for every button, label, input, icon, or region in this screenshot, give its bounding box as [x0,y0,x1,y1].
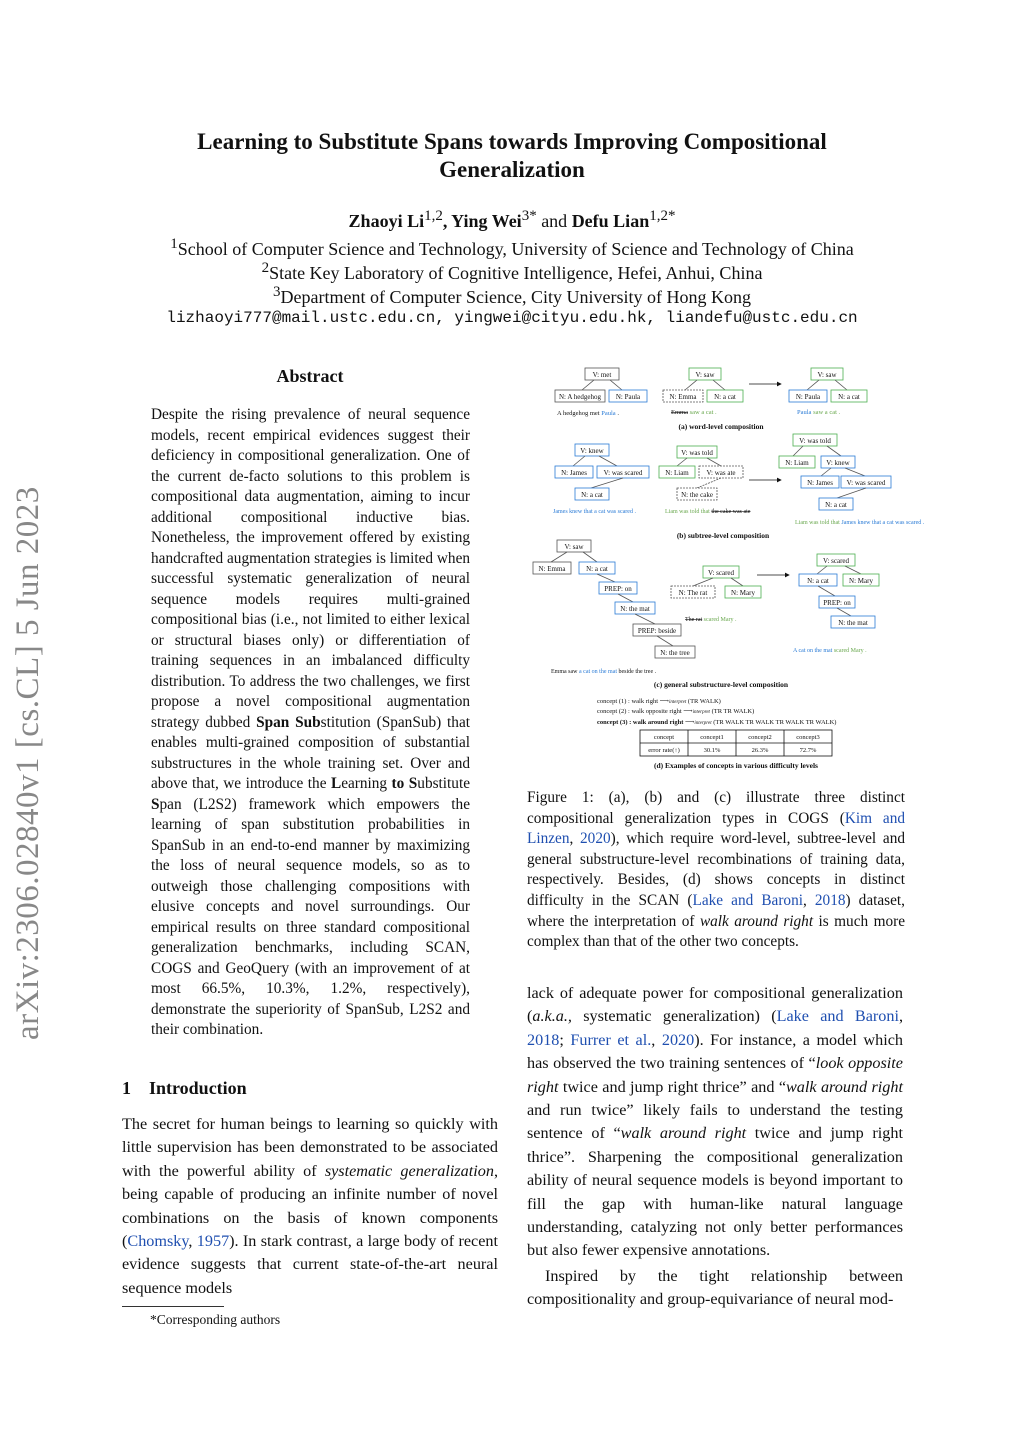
subcaption-c: (c) general substructure-level composition [653,680,789,689]
author-sup: 1,2 [424,208,443,224]
affiliation: $^1$School of Computer Science and Technology, University of Science and Technology of China [170,236,854,259]
svg-text:Liam was told that James knew: Liam was told that James knew that a cat was scared . [795,520,925,526]
svg-text:N: Liam: N: Liam [785,459,809,467]
svg-text:30.1%: 30.1% [703,747,721,754]
citation-link[interactable]: 2018 [527,1030,560,1049]
svg-text:N: A hedgehog: N: A hedgehog [559,393,601,401]
svg-text:N: a cat: N: a cat [714,393,736,401]
svg-text:N: Paula: N: Paula [795,393,821,401]
svg-text:N: Liam: N: Liam [665,469,689,477]
svg-text:V: met: V: met [592,371,612,379]
author-name: Defu Lian [571,211,650,231]
svg-text:N: Paula: N: Paula [615,393,641,401]
subcaption-b: (b) subtree-level composition [676,531,770,540]
svg-text:N: the cake: N: the cake [681,491,713,499]
intro-paragraph-continued: lack of adequate power for compositional generalization (a.k.a., systematic generalization) (Lake and Baroni, 2018; Furrer et al., 2020). For instance, a model which has observed the two training sentences of “look opposite right twice and jump right thrice” and “walk around right and run twice” likely fails to understand the testing sentence of “walk around right twice and jump right thrice”. Sharpening the compositional generalization ability of neural sequence models is beyond important to fill the gap with human-like natural language understanding, catalyzing not only better performances but also fewer expensive annotations. Inspired by the tight relationship between compositionality and group-equivariance of neural mod- [527,982,903,1312]
svg-text:V: was scared: V: was scared [846,479,886,487]
svg-text:Emma saw a cat .: Emma saw a cat . [671,409,717,416]
citation-link[interactable]: Lake and Baroni [776,1007,899,1026]
author-name: Zhaoyi Li [348,211,425,231]
tree-c2 [671,566,761,623]
svg-text:concept (3) : walk around righ: concept (3) : walk around right ⟶interpret (TR WALK TR WALK TR WALK TR WALK) [597,719,837,726]
citation-link[interactable]: 2020 [661,1030,695,1049]
svg-text:Liam was told that the cake wa: Liam was told that the cake was ate [665,509,751,515]
citation-link[interactable]: Chomsky [127,1232,189,1251]
intro-paragraph: The secret for human beings to learning so quickly with little supervision has been demonstrated to be associated with the powerful ability of systematic generalization, being capable of producing an infinite number of novel combinations on the basis of known components (Chomsky, 1957). In stark contrast, a large body of recent evidence suggests that current state-of-the-art neural sequence models [122,1115,499,1297]
footnote-rule [122,1306,224,1307]
citation-link[interactable]: 2020 [580,830,611,848]
author-list: Zhaoyi Li$^{1,2}$, Ying Wei$^{3*}$ and Defu Lian$^{1,2*}$ [348,208,676,231]
svg-text:V: saw: V: saw [695,371,715,379]
svg-text:concept (1) : walk right ⟶inte: concept (1) : walk right ⟶interpret (TR WALK) [597,698,721,705]
svg-text:N: a cat: N: a cat [586,565,608,573]
svg-text:Emma saw a cat on the mat besi: Emma saw a cat on the mat beside the tree . [551,669,657,675]
svg-text:concept2: concept2 [748,734,772,741]
svg-text:PREP: on: PREP: on [823,599,851,607]
citation-link[interactable]: Furrer et al. [570,1030,652,1049]
svg-text:26.3%: 26.3% [751,747,769,754]
svg-text:N: The rat: N: The rat [678,589,708,597]
citation-link[interactable]: 2018 [814,891,846,909]
citation-link[interactable]: Kim and Linzen [527,809,905,848]
svg-text:N: Emma: N: Emma [538,565,566,573]
figure-caption: Figure 1: (a), (b) and (c) illustrate three distinct compositional generalization types in COGS (Kim and Linzen, 2020), which require word-level, subtree-level and general substructure-level recombinations of training data, respectively. Besides, (d) shows concepts in distinct difficulty in the SCAN (Lake and Baroni, 2018) dataset, where the interpretation of walk around right is much more complex than that of the other two concepts. [527,789,905,951]
svg-text:V: knew: V: knew [826,459,850,467]
tree-c3 [793,554,879,654]
tree-b2 [659,446,751,515]
citation-link[interactable]: 1957 [196,1232,230,1251]
abstract-body: Despite the rising prevalence of neural sequence models, recent empirical evidences suggest their deficiency in compositional generalization. One of the current de-facto solutions to this problem is compositional data augmentation, aiming to incur additional compositional inductive bias. Nonetheless, the improvement offered by existing handcrafted augmentation strategies is limited when successful systematic generalization of neural sequence models requires multi-grained compositional bias (i.e., not limited to either lexical or structural biases only) or differentiation of training sequences in an imbalanced difficulty distribution. To address the two challenges, we first propose a novel compositional augmentation strategy dubbed Span Substitution (SpanSub) that enables multi-grained composition of substantial substructures in the whole training set. Over and above that, we introduce the Learning to Substitute Span (L2S2) framework which empowers the learning of span substitution probabilities in SpanSub in an end-to-end manner by maximizing the loss of neural sequence models, so as to outweigh those challenging compositions with elusive concepts and novel surroundings. Our empirical results on three standard compositional generalization benchmarks, including SCAN, COGS and GeoQuery (with an improvement of at most 66.5%, 10.3%, 1.2%, respectively), demonstrate the superiority of SpanSub, L2S2 and their combination. [151,406,471,1038]
tree-a1 [555,368,647,417]
email-list: lizhaoyi777@mail.ustc.edu.cn, yingwei@cityu.edu.hk, liandefu@ustc.edu.cn [166,309,858,327]
author-sup: 1,2* [649,208,676,224]
paper-title: Learning to Substitute Spans towards Improving Compositional Generalization [197,129,827,182]
svg-text:N: James: N: James [807,479,833,487]
svg-text:72.7%: 72.7% [799,747,817,754]
svg-text:N: Mary: N: Mary [849,577,873,585]
author-and: and [541,211,568,231]
author-name: Ying Wei [451,211,522,231]
svg-text:N: the mat: N: the mat [838,619,868,627]
svg-text:A cat on the mat scared Mary .: A cat on the mat scared Mary . [793,648,867,654]
svg-text:V: was told: V: was told [799,437,831,445]
tree-b3 [779,434,925,526]
svg-text:PREP: beside: PREP: beside [637,627,677,635]
difficulty-table [640,730,832,756]
svg-text:V: scared: V: scared [707,569,735,577]
tree-c1 [533,540,695,675]
tree-b1 [553,444,649,515]
svg-text:V: knew: V: knew [580,447,604,455]
subcaption-d: (d) Examples of concepts in various difficulty levels [654,761,818,770]
svg-text:V: was scared: V: was scared [603,469,643,477]
svg-text:James knew that a cat was scar: James knew that a cat was scared . [553,509,636,515]
svg-text:concept (2) : walk opposite ri: concept (2) : walk opposite right ⟶interpret (TR TR WALK) [597,708,755,715]
svg-text:N: a cat: N: a cat [581,491,603,499]
subcaption-a: (a) word-level composition [678,422,764,431]
svg-text:V: was ate: V: was ate [706,469,736,477]
footnote: *Corresponding authors [150,1312,281,1327]
svg-text:N: the tree: N: the tree [660,649,690,657]
svg-text:N: the mat: N: the mat [620,605,650,613]
figure-1 [527,360,925,775]
svg-text:concept: concept [653,734,675,741]
arxiv-identifier: arXiv:2306.02840v1 [cs.CL] 5 Jun 2023 [10,486,46,1040]
svg-text:V: saw: V: saw [564,543,584,551]
svg-text:N: James: N: James [561,469,587,477]
svg-text:Paula saw a cat .: Paula saw a cat . [797,409,841,416]
abstract-heading: Abstract [276,366,344,386]
affiliation: $^3$Department of Computer Science, City University of Hong Kong [273,284,751,307]
svg-text:A hedgehog met Paula .: A hedgehog met Paula . [557,410,619,417]
svg-text:The rat scared Mary .: The rat scared Mary . [685,617,737,623]
svg-text:concept3: concept3 [796,734,820,741]
svg-text:N: a cat: N: a cat [825,501,847,509]
concept-list [597,698,836,726]
svg-text:N: a cat: N: a cat [838,393,860,401]
svg-text:concept1: concept1 [700,734,724,741]
tree-a2 [663,368,743,416]
svg-text:error rate(↑): error rate(↑) [648,747,680,754]
svg-text:PREP: on: PREP: on [604,585,632,593]
svg-text:N: Emma: N: Emma [669,393,697,401]
svg-text:V: saw: V: saw [817,371,837,379]
svg-text:N: Mary: N: Mary [731,589,755,597]
tree-a3 [789,368,867,416]
svg-text:V: scared: V: scared [822,557,850,565]
intro-paragraph-3: Inspired by the tight relationship between compositionality and group-equivariance of neural mod- [527,1266,903,1309]
svg-text:V: was told: V: was told [681,449,713,457]
section-heading: 1 Introduction [122,1078,247,1098]
affiliation: $^2$State Key Laboratory of Cognitive Intelligence, Hefei, Anhui, China [261,260,763,283]
svg-text:N: a cat: N: a cat [807,577,829,585]
author-sup: 3* [521,208,537,224]
citation-link[interactable]: Lake and Baroni [692,891,803,909]
